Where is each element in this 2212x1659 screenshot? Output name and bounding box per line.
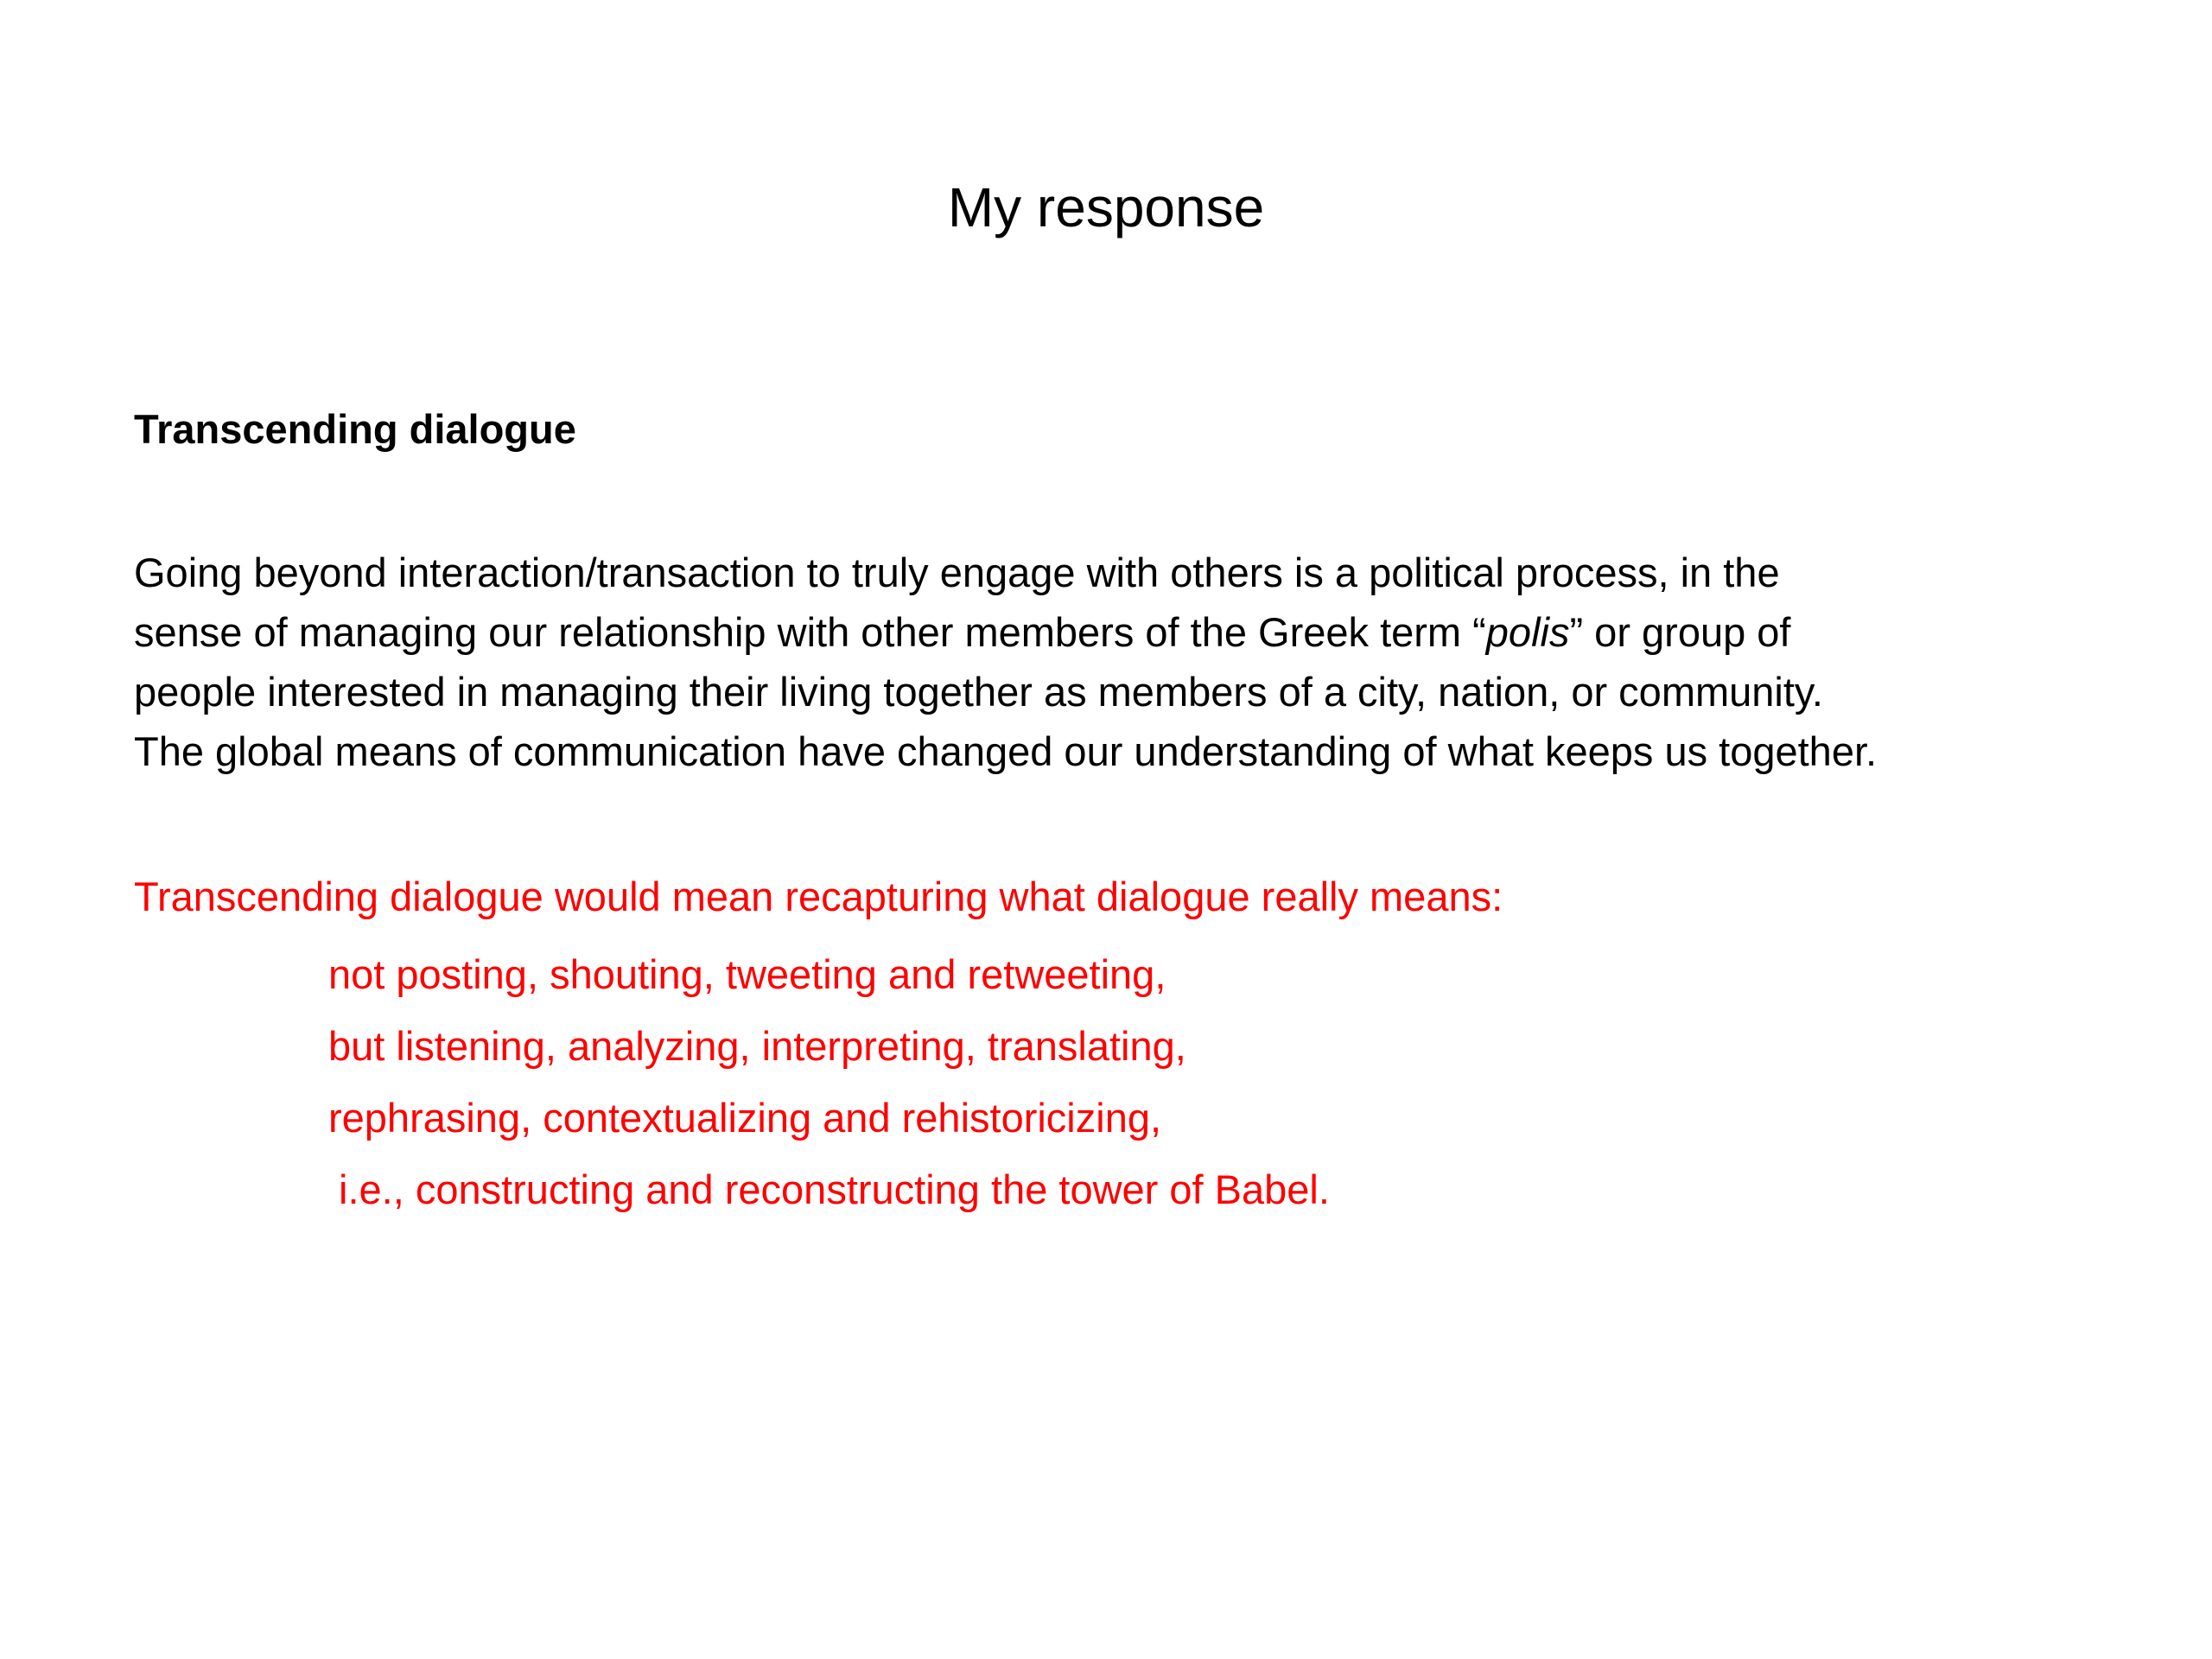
emphasis-list-item: i.e., constructing and reconstructing the tower of Babel. bbox=[339, 1166, 1330, 1212]
paragraph-line-3: people interested in managing their living together as members of a city, nation, or community. bbox=[134, 669, 1823, 715]
slide-title: My response bbox=[947, 176, 1265, 238]
paragraph-line-2-end: ” or group of bbox=[1569, 609, 1791, 655]
section-heading: Transcending dialogue bbox=[134, 406, 576, 452]
emphasis-list-item: rephrasing, contextualizing and rehistoricizing, bbox=[328, 1095, 1162, 1141]
paragraph-line-2 bbox=[134, 602, 2121, 662]
emphasis-lead-line: Transcending dialogue would mean recapturing what dialogue really means: bbox=[134, 874, 1503, 919]
emphasis-list bbox=[328, 938, 1330, 1225]
paragraph-line-2-start: sense of managing our relationship with other members of the Greek term “ bbox=[134, 609, 1486, 655]
polis-term: polis bbox=[1485, 609, 1570, 655]
emphasis-list-item: but listening, analyzing, interpreting, translating, bbox=[328, 1023, 1186, 1069]
paragraph-line-1: Going beyond interaction/transaction to truly engage with others is a political process, in the bbox=[134, 550, 1780, 595]
emphasis-list-item: not posting, shouting, tweeting and retweeting, bbox=[328, 951, 1166, 997]
body-paragraph bbox=[134, 543, 2121, 781]
paragraph-line-4: The global means of communication have changed our understanding of what keeps us together. bbox=[134, 728, 1878, 774]
